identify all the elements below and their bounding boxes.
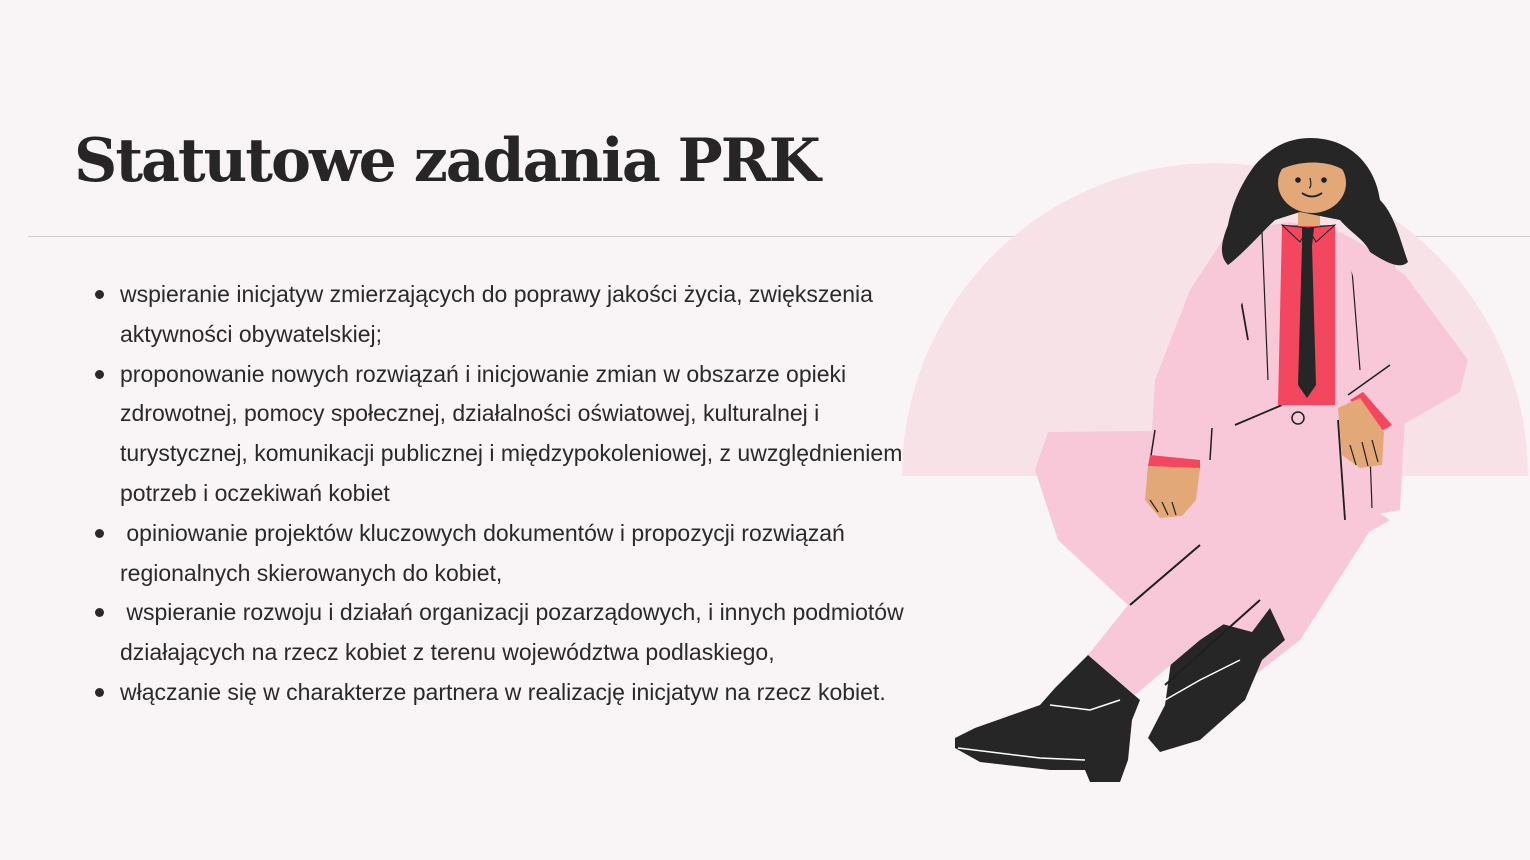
bullet-text: opiniowanie projektów kluczowych dokumentów i propozycji rozwiązań regionalnych skierowanych do kobiet, [120, 519, 852, 586]
bullet-dot-icon [95, 529, 104, 538]
bullet-dot-icon [95, 688, 104, 697]
bullet-item [120, 593, 910, 673]
bullet-item [120, 275, 910, 355]
bullet-dot-icon [95, 370, 104, 379]
woman-in-pink-suit-illustration [900, 130, 1530, 810]
bullet-item [120, 514, 910, 594]
bullet-dot-icon [95, 290, 104, 299]
bullet-list [120, 275, 910, 713]
bullet-text: wspieranie inicjatyw zmierzających do poprawy jakości życia, zwiększenia aktywności obywatelskiej; [120, 281, 873, 347]
bullet-item [120, 355, 910, 514]
bullet-dot-icon [95, 608, 104, 617]
bullet-text: proponowanie nowych rozwiązań i inicjowanie zmian w obszarze opieki zdrowotnej, pomocy społecznej, działalności oświatowej, kulturalnej i turystycznej, komunikacji publicznej i międzypokoleniowej, z uwzględnieniem potrzeb i oczekiwań kobiet [120, 360, 903, 506]
bullet-text: wspieranie rozwoju i działań organizacji pozarządowych, i innych podmiotów działających na rzecz kobiet z terenu województwa podlaskiego, [120, 599, 911, 666]
bullet-item [120, 673, 910, 713]
bullet-text: włączanie się w charakterze partnera w realizację inicjatyw na rzecz kobiet. [120, 678, 886, 705]
slide-title: Statutowe zadania PRK [74, 126, 819, 196]
